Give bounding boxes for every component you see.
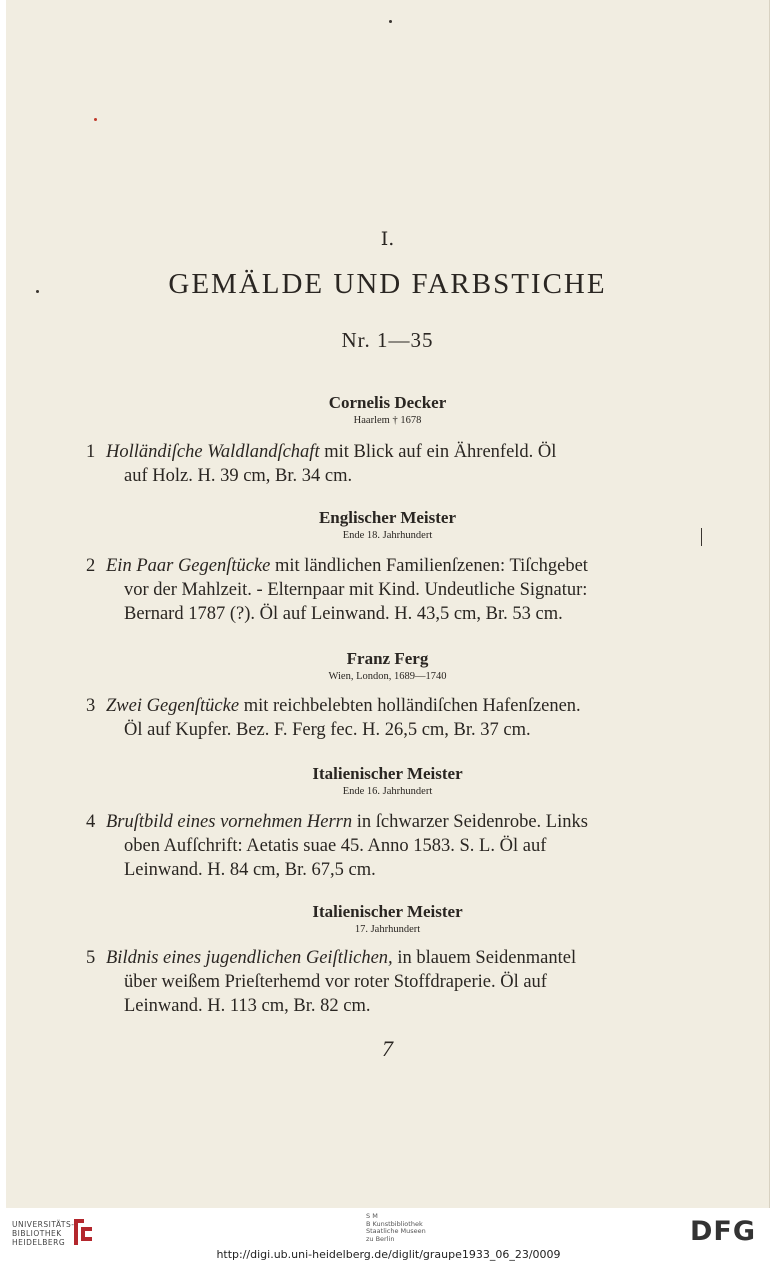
entry-title: Bruſtbild eines vornehmen Herrn xyxy=(106,812,353,832)
entry-number: 2 xyxy=(86,556,96,576)
artist-origin: Ende 16. Jahrhundert xyxy=(342,786,433,797)
artist-origin: Haarlem † 1678 xyxy=(353,415,422,426)
artist-name: Cornelis Decker xyxy=(328,393,447,412)
entry-title: Zwei Gegenſtücke xyxy=(106,696,240,716)
entry-number: 3 xyxy=(86,696,96,716)
entry-line: oben Aufſchrift: Aetatis suae 45. Anno 1583. S. L. Öl auf xyxy=(124,836,547,856)
museum-line: S M xyxy=(366,1212,378,1220)
entry-line: über weißem Prieſterhemd vor roter Stoffdraperie. Öl auf xyxy=(124,972,547,992)
artist-name: Englischer Meister xyxy=(318,508,457,527)
artist-origin: 17. Jahrhundert xyxy=(354,924,421,935)
artist-origin: Wien, London, 1689—1740 xyxy=(328,671,447,682)
entry-number: 5 xyxy=(86,948,96,968)
permalink-url[interactable]: http://digi.ub.uni-heidelberg.de/diglit/graupe1933_06_23/0009 xyxy=(216,1248,561,1261)
museum-line: zu Berlin xyxy=(366,1234,395,1243)
entry-number: 4 xyxy=(86,812,96,832)
artist-name: Italienischer Meister xyxy=(312,902,463,921)
scanned-page xyxy=(6,0,770,1208)
smb-kunstbibliothek-logo[interactable] xyxy=(366,1213,426,1243)
entry-title: Holländiſche Waldlandſchaft xyxy=(106,442,320,462)
entry-line: vor der Mahlzeit. - Elternpaar mit Kind. Undeutliche Signatur: xyxy=(124,580,588,600)
artist-name: Italienischer Meister xyxy=(312,764,463,783)
section-number: I. xyxy=(380,228,395,250)
speck xyxy=(94,118,97,121)
artist-origin: Ende 18. Jahrhundert xyxy=(342,530,433,541)
catalogue-entry xyxy=(86,946,626,1018)
entry-line: Leinwand. H. 113 cm, Br. 82 cm. xyxy=(124,996,371,1016)
museum-line: B Kunstbibliothek xyxy=(366,1219,423,1228)
entry-line: auf Holz. H. 39 cm, Br. 34 cm. xyxy=(124,466,353,486)
library-name-line: BIBLIOTHEK xyxy=(12,1229,62,1238)
entry-line xyxy=(86,554,626,578)
page-number: 7 xyxy=(382,1036,393,1061)
entry-line: Bernard 1787 (?). Öl auf Leinwand. H. 43,5 cm, Br. 53 cm. xyxy=(124,604,563,624)
entry-line: Öl auf Kupfer. Bez. F. Ferg fec. H. 26,5 cm, Br. 37 cm. xyxy=(124,720,531,740)
entry-title: Bildnis eines jugendlichen Geiſtlichen, xyxy=(106,948,393,968)
artist-name: Franz Ferg xyxy=(346,649,429,668)
speck xyxy=(389,20,392,23)
library-name-line: UNIVERSITÄTS- xyxy=(12,1220,75,1229)
entry-line xyxy=(86,440,626,464)
entry-text: mit reichbelebten holländiſchen Hafenſzenen. xyxy=(239,696,581,716)
entry-number: 1 xyxy=(86,442,96,462)
entry-text: mit ländlichen Familienſzenen: Tiſchgebet xyxy=(270,556,588,576)
entry-title: Ein Paar Gegenſtücke xyxy=(106,556,271,576)
entry-range: Nr. 1—35 xyxy=(341,328,434,352)
library-name[interactable] xyxy=(12,1220,74,1247)
dfg-logo[interactable]: DFG xyxy=(690,1216,757,1247)
catalogue-entry xyxy=(86,554,626,626)
entry-line xyxy=(86,946,626,970)
entry-line xyxy=(86,694,626,718)
section-title: GEMÄLDE UND FARBSTICHE xyxy=(168,268,607,300)
entry-text: in ſchwarzer Seidenrobe. Links xyxy=(352,812,588,832)
entry-text: mit Blick auf ein Ährenfeld. Öl xyxy=(319,442,557,462)
entry-text: in blauem Seidenmantel xyxy=(392,948,577,968)
museum-line: Staatliche Museen xyxy=(366,1227,426,1235)
entry-line xyxy=(86,810,626,834)
catalogue-entry xyxy=(86,694,626,742)
catalogue-entry xyxy=(86,440,626,488)
catalogue-entry xyxy=(86,810,626,882)
entry-line: Leinwand. H. 84 cm, Br. 67,5 cm. xyxy=(124,860,376,880)
library-name-line: HEIDELBERG xyxy=(12,1238,66,1247)
